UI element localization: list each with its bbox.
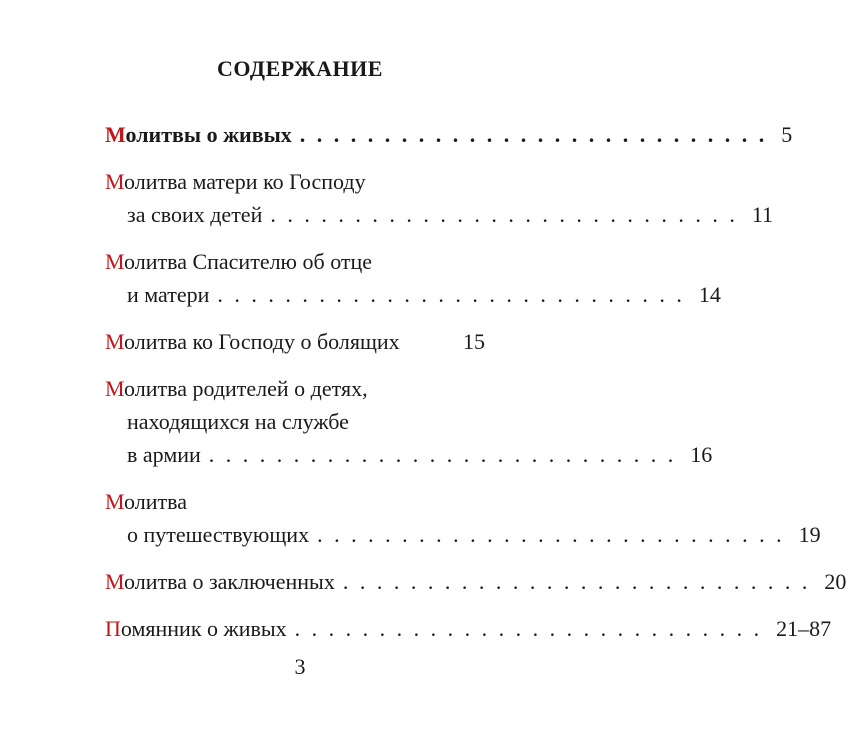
entry-page: 11 xyxy=(751,202,774,227)
toc-entry[interactable] xyxy=(105,118,793,151)
entry-page: 21–87 xyxy=(776,616,832,641)
dot-leader: . . . . . . . . . . . . . . . . . . . . . . . . . . . . xyxy=(299,122,768,147)
entry-page: 14 xyxy=(698,282,721,307)
entry-page: 16 xyxy=(690,442,713,467)
entry-page: 19 xyxy=(798,522,821,547)
initial-letter: М xyxy=(105,122,126,147)
toc-entry[interactable] xyxy=(105,165,774,231)
entry-title-continued: за своих детей xyxy=(127,202,263,227)
toc-entry[interactable] xyxy=(105,565,846,598)
initial-letter: М xyxy=(105,569,125,594)
entry-page: 20 xyxy=(824,569,846,594)
entry-page: 15 xyxy=(463,329,485,354)
initial-letter: М xyxy=(105,329,125,354)
initial-letter: М xyxy=(105,376,125,401)
entry-title-continued: в армии xyxy=(127,442,201,467)
initial-letter: М xyxy=(105,169,125,194)
dot-leader: . . . . . . . . . . . . . . . . . . . . . . . . . . . . xyxy=(317,522,785,547)
table-of-contents xyxy=(105,118,846,659)
initial-letter: М xyxy=(105,489,125,514)
toc-entry[interactable] xyxy=(105,245,721,311)
entry-page: 5 xyxy=(781,122,793,147)
entry-title: олитва Спасителю об отце xyxy=(124,249,373,274)
toc-entry[interactable] xyxy=(105,612,832,645)
dot-leader: . . . . . . . . . . . . . . . . . . . . . . . . . . . . xyxy=(208,442,677,467)
dot-leader: . . . . . . . . . . . . . . . . . . . . . . . . . . . . xyxy=(294,616,763,641)
entry-title: олитвы о живых xyxy=(125,122,292,147)
toc-entry[interactable] xyxy=(105,325,485,358)
entry-title: олитва родителей о детях, xyxy=(124,376,368,401)
page-number: 3 xyxy=(294,654,306,679)
entry-title-continued: находящихся на службе xyxy=(127,409,349,434)
entry-title: олитва xyxy=(124,489,187,514)
entry-title: омянник о живых xyxy=(120,616,287,641)
entry-title: олитва ко Господу о болящих xyxy=(124,329,400,354)
contents-title: СОДЕРЖАНИЕ xyxy=(217,56,383,81)
toc-entry[interactable] xyxy=(105,372,713,471)
dot-leader: . . . . . . . . . . . . . . . . . . . . . . . . . . . . xyxy=(342,569,811,594)
dot-leader: . . . . . . . . . . . . . . . . . . . . . . . . . . . . xyxy=(217,282,685,307)
entry-title: олитва матери ко Господу xyxy=(124,169,366,194)
initial-letter: М xyxy=(105,249,125,274)
entry-title-continued: и матери xyxy=(127,282,210,307)
entry-title-continued: о путешествующих xyxy=(127,522,310,547)
dot-leader: . . . . . . . . . . . . . . . . . . . . . . . . . . . . xyxy=(270,202,738,227)
entry-title: олитва о заключенных xyxy=(124,569,335,594)
initial-letter: П xyxy=(105,616,121,641)
toc-entry[interactable] xyxy=(105,485,821,551)
